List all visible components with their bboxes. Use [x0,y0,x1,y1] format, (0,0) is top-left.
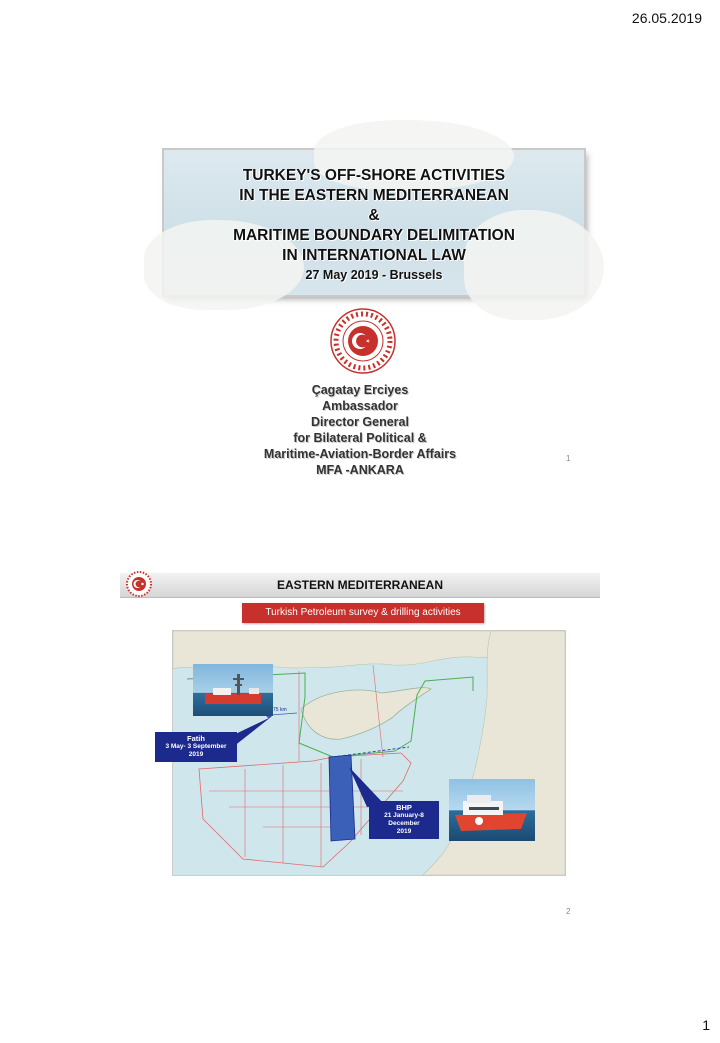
map-distance-label: 75 km [273,707,287,713]
fatih-callout-dates: 3 May- 3 September [165,743,227,750]
speaker-block [200,382,520,478]
page-number: 1 [702,1017,710,1033]
title-line: IN THE EASTERN MEDITERRANEAN [239,187,509,204]
slide-1-number: 1 [566,454,571,463]
bhp-callout-year: 2019 [396,828,412,835]
eastern-mediterranean-map [165,630,566,876]
slide-1-title [164,166,584,266]
title-line: & [368,207,380,224]
speaker-title: Director General [311,415,409,429]
fatih-ship-photo [193,664,273,716]
bhp-callout-name: BHP [396,803,412,812]
page-date: 26.05.2019 [631,10,702,26]
slide-1-date: 27 May 2019 - Brussels [305,268,443,282]
bhp-callout [369,801,439,839]
cyprus-land [301,688,431,740]
slide-1-banner [164,150,584,295]
speaker-org: MFA -ANKARA [316,463,404,477]
bhp-survey-block [329,755,355,841]
distance-line [271,713,297,715]
fatih-callout-year: 2019 [188,751,204,758]
slide-2-title: EASTERN MEDITERRANEAN [276,578,443,592]
title-line: MARITIME BOUNDARY DELIMITATION [233,227,515,244]
speaker-title: Ambassador [322,399,398,413]
speaker-title: for Bilateral Political & [293,431,427,445]
fatih-callout [155,732,237,762]
mfa-emblem-icon [330,308,396,374]
activities-label: Turkish Petroleum survey & drilling activities [242,603,484,623]
slide-2-header [120,573,600,598]
speaker-name: Çagatay Erciyes [311,383,409,397]
title-line: TURKEY'S OFF-SHORE ACTIVITIES [242,167,506,184]
title-line: IN INTERNATIONAL LAW [282,247,466,264]
bhp-ship-photo [449,779,535,841]
speaker-title: Maritime-Aviation-Border Affairs [263,447,457,461]
fatih-callout-name: Fatih [187,734,205,743]
slide-2-number: 2 [566,907,571,916]
bhp-callout-dates: 21 January-8 December [384,812,424,827]
